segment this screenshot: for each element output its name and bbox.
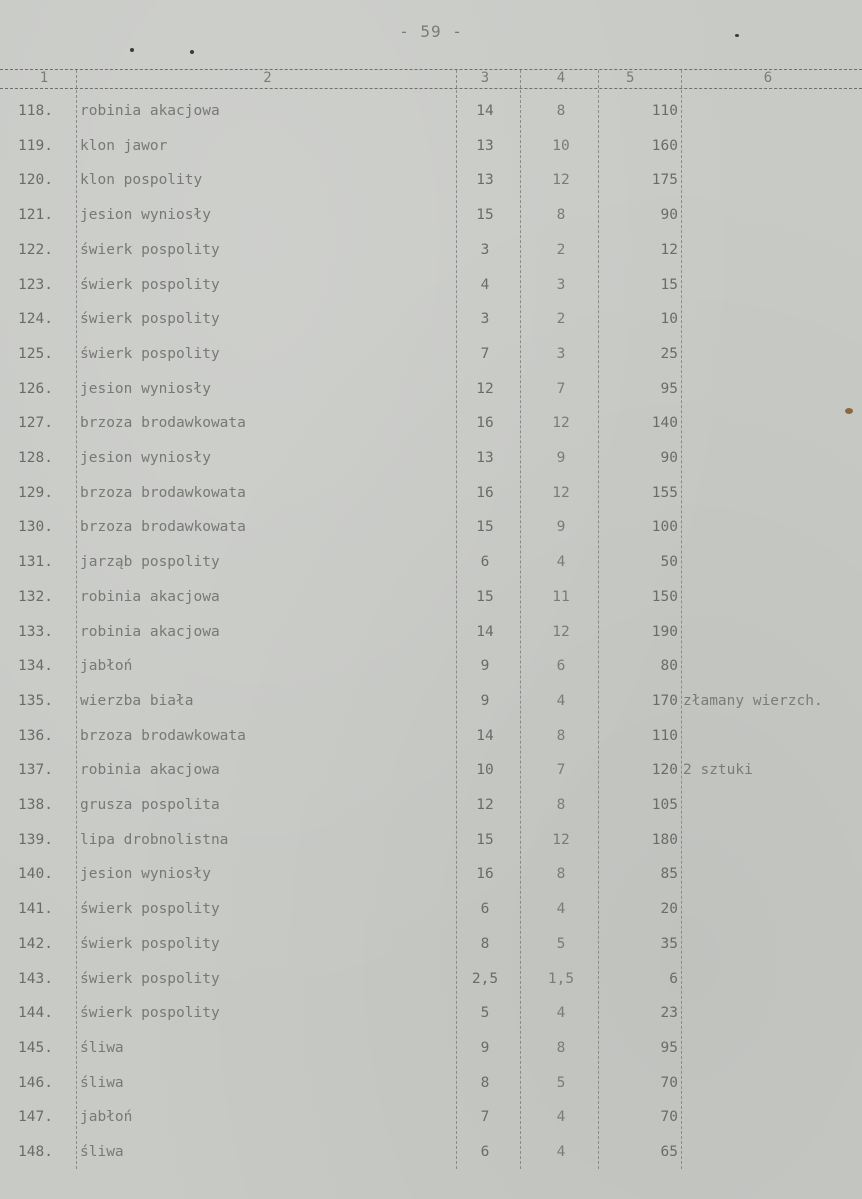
table-row bbox=[0, 899, 862, 933]
table-row bbox=[0, 379, 862, 413]
species-name: robinia akacjowa bbox=[80, 762, 220, 779]
col4-value: 8 bbox=[556, 866, 566, 883]
table-row bbox=[0, 1142, 862, 1176]
col5-value: 65 bbox=[660, 1144, 678, 1160]
col4-value: 4 bbox=[556, 1005, 566, 1022]
col4-value: 5 bbox=[556, 1074, 566, 1091]
col4-value: 3 bbox=[556, 276, 566, 293]
species-name: jesion wyniosły bbox=[80, 207, 211, 224]
col4-value: 2 bbox=[556, 311, 566, 328]
col4-value: 9 bbox=[556, 450, 566, 466]
species-name: brzoza brodawkowata bbox=[80, 727, 246, 744]
species-name: klon pospolity bbox=[80, 172, 203, 189]
species-name: brzoza brodawkowata bbox=[80, 519, 246, 536]
row-number: 138. bbox=[18, 797, 53, 813]
col4-value: 9 bbox=[556, 519, 566, 536]
row-number: 141. bbox=[18, 901, 53, 918]
species-name: jesion wyniosły bbox=[80, 450, 211, 466]
species-name: świerk pospolity bbox=[80, 241, 220, 258]
col3-value: 9 bbox=[480, 692, 490, 709]
col3-value: 6 bbox=[480, 554, 490, 571]
row-number: 147. bbox=[18, 1109, 53, 1126]
table-row bbox=[0, 587, 862, 621]
row-number: 130. bbox=[18, 519, 53, 536]
table-row bbox=[0, 1073, 862, 1107]
species-name: świerk pospolity bbox=[80, 970, 220, 987]
table-row bbox=[0, 1003, 862, 1037]
table-row bbox=[0, 240, 862, 274]
col5-value: 190 bbox=[651, 623, 678, 640]
col3-value: 16 bbox=[476, 866, 494, 883]
species-name: grusza pospolita bbox=[80, 797, 220, 813]
species-name: brzoza brodawkowata bbox=[80, 484, 246, 501]
row-number: 120. bbox=[18, 172, 53, 189]
table-row bbox=[0, 101, 862, 135]
table-row bbox=[0, 969, 862, 1003]
header-col-2: 2 bbox=[263, 70, 272, 86]
remarks: złamany wierzch. bbox=[683, 692, 823, 709]
table-row bbox=[0, 483, 862, 517]
species-name: brzoza brodawkowata bbox=[80, 415, 246, 432]
table-row bbox=[0, 622, 862, 656]
col3-value: 10 bbox=[476, 762, 494, 779]
table-row bbox=[0, 309, 862, 343]
col5-value: 25 bbox=[660, 345, 678, 362]
col5-value: 90 bbox=[660, 450, 678, 466]
row-number: 125. bbox=[18, 345, 53, 362]
row-number: 127. bbox=[18, 415, 53, 432]
species-name: świerk pospolity bbox=[80, 345, 220, 362]
col5-value: 110 bbox=[651, 727, 678, 744]
table-row bbox=[0, 275, 862, 309]
row-number: 148. bbox=[18, 1144, 53, 1160]
row-number: 144. bbox=[18, 1005, 53, 1022]
row-number: 121. bbox=[18, 207, 53, 224]
header-col-5: 5 bbox=[626, 70, 635, 86]
table-row bbox=[0, 934, 862, 968]
row-number: 137. bbox=[18, 762, 53, 779]
col4-value: 3 bbox=[556, 345, 566, 362]
col5-value: 80 bbox=[660, 658, 678, 675]
species-name: jesion wyniosły bbox=[80, 866, 211, 883]
col4-value: 4 bbox=[556, 692, 566, 709]
row-number: 133. bbox=[18, 623, 53, 640]
col5-value: 175 bbox=[651, 172, 678, 189]
col5-value: 95 bbox=[660, 1039, 678, 1056]
col3-value: 16 bbox=[476, 415, 494, 432]
species-name: jabłoń bbox=[80, 658, 133, 675]
col3-value: 12 bbox=[476, 797, 494, 813]
table-row bbox=[0, 726, 862, 760]
table-row bbox=[0, 864, 862, 898]
row-number: 134. bbox=[18, 658, 53, 675]
col3-value: 15 bbox=[476, 588, 494, 605]
col5-value: 90 bbox=[660, 207, 678, 224]
table-row bbox=[0, 344, 862, 378]
col3-value: 15 bbox=[476, 831, 494, 848]
col5-value: 20 bbox=[660, 901, 678, 918]
col3-value: 15 bbox=[476, 207, 494, 224]
col4-value: 12 bbox=[552, 831, 570, 848]
col5-value: 15 bbox=[660, 276, 678, 293]
col3-value: 6 bbox=[480, 1144, 490, 1160]
col5-value: 12 bbox=[660, 241, 678, 258]
row-number: 122. bbox=[18, 241, 53, 258]
col4-value: 8 bbox=[556, 1039, 566, 1056]
col4-value: 12 bbox=[552, 623, 570, 640]
table-row bbox=[0, 760, 862, 794]
row-number: 142. bbox=[18, 935, 53, 952]
row-number: 146. bbox=[18, 1074, 53, 1091]
col4-value: 7 bbox=[556, 762, 566, 779]
col5-value: 10 bbox=[660, 311, 678, 328]
col3-value: 3 bbox=[480, 241, 490, 258]
row-number: 118. bbox=[18, 103, 53, 119]
col5-value: 23 bbox=[660, 1005, 678, 1022]
col4-value: 5 bbox=[556, 935, 566, 952]
col4-value: 8 bbox=[556, 207, 566, 224]
table-row bbox=[0, 1107, 862, 1141]
species-name: świerk pospolity bbox=[80, 1005, 220, 1022]
species-name: klon jawor bbox=[80, 137, 168, 154]
col3-value: 13 bbox=[476, 450, 494, 466]
species-name: jesion wyniosły bbox=[80, 380, 211, 397]
species-name: świerk pospolity bbox=[80, 311, 220, 328]
species-name: śliwa bbox=[80, 1074, 124, 1091]
col5-value: 95 bbox=[660, 380, 678, 397]
col4-value: 12 bbox=[552, 484, 570, 501]
table-row bbox=[0, 170, 862, 204]
col5-value: 35 bbox=[660, 935, 678, 952]
col5-value: 170 bbox=[651, 692, 678, 709]
col5-value: 160 bbox=[651, 137, 678, 154]
table-row bbox=[0, 656, 862, 690]
species-name: świerk pospolity bbox=[80, 901, 220, 918]
ink-spot bbox=[190, 50, 194, 54]
table-row bbox=[0, 1038, 862, 1072]
table-row bbox=[0, 552, 862, 586]
col5-value: 150 bbox=[651, 588, 678, 605]
col3-value: 15 bbox=[476, 519, 494, 536]
col3-value: 13 bbox=[476, 172, 494, 189]
col3-value: 9 bbox=[480, 658, 490, 675]
col4-value: 11 bbox=[552, 588, 570, 605]
col4-value: 4 bbox=[556, 554, 566, 571]
col5-value: 70 bbox=[660, 1074, 678, 1091]
col4-value: 4 bbox=[556, 1144, 566, 1160]
row-number: 139. bbox=[18, 831, 53, 848]
col3-value: 14 bbox=[476, 103, 494, 119]
row-number: 135. bbox=[18, 692, 53, 709]
ink-spot bbox=[130, 48, 134, 52]
species-name: robinia akacjowa bbox=[80, 623, 220, 640]
species-name: jabłoń bbox=[80, 1109, 133, 1126]
col3-value: 14 bbox=[476, 727, 494, 744]
species-name: śliwa bbox=[80, 1039, 124, 1056]
table-row bbox=[0, 517, 862, 551]
ink-spot bbox=[735, 34, 739, 37]
col5-value: 180 bbox=[651, 831, 678, 848]
row-number: 126. bbox=[18, 380, 53, 397]
header-col-3: 3 bbox=[480, 70, 490, 86]
row-number: 143. bbox=[18, 970, 53, 987]
col3-value: 9 bbox=[480, 1039, 490, 1056]
col3-value: 16 bbox=[476, 484, 494, 501]
col3-value: 7 bbox=[480, 1109, 490, 1126]
col4-value: 8 bbox=[556, 797, 566, 813]
col3-value: 12 bbox=[476, 380, 494, 397]
row-number: 124. bbox=[18, 311, 53, 328]
col5-value: 140 bbox=[651, 415, 678, 432]
col3-value: 13 bbox=[476, 137, 494, 154]
col5-value: 155 bbox=[651, 484, 678, 501]
col3-value: 2,5 bbox=[471, 970, 499, 987]
table-row bbox=[0, 448, 862, 482]
col4-value: 7 bbox=[556, 380, 566, 397]
row-number: 136. bbox=[18, 727, 53, 744]
col4-value: 4 bbox=[556, 1109, 566, 1126]
col5-value: 85 bbox=[660, 866, 678, 883]
page-number: - 59 - bbox=[399, 22, 463, 41]
species-name: świerk pospolity bbox=[80, 276, 220, 293]
row-number: 131. bbox=[18, 554, 53, 571]
col3-value: 3 bbox=[480, 311, 490, 328]
table-row bbox=[0, 830, 862, 864]
table-row bbox=[0, 413, 862, 447]
col5-value: 50 bbox=[660, 554, 678, 571]
row-number: 132. bbox=[18, 588, 53, 605]
col4-value: 8 bbox=[556, 103, 566, 119]
col5-value: 100 bbox=[651, 519, 678, 536]
col3-value: 6 bbox=[480, 901, 490, 918]
species-name: śliwa bbox=[80, 1144, 124, 1160]
header-bottom-rule bbox=[0, 88, 862, 89]
col3-value: 14 bbox=[476, 623, 494, 640]
row-number: 145. bbox=[18, 1039, 53, 1056]
col4-value: 6 bbox=[556, 658, 566, 675]
col4-value: 12 bbox=[552, 415, 570, 432]
col3-value: 8 bbox=[480, 935, 490, 952]
col4-value: 4 bbox=[556, 901, 566, 918]
col4-value: 10 bbox=[552, 137, 570, 154]
col4-value: 1,5 bbox=[547, 970, 575, 987]
col5-value: 6 bbox=[669, 970, 678, 987]
col4-value: 2 bbox=[556, 241, 566, 258]
row-number: 129. bbox=[18, 484, 53, 501]
species-name: świerk pospolity bbox=[80, 935, 220, 952]
table-row bbox=[0, 136, 862, 170]
col4-value: 8 bbox=[556, 727, 566, 744]
col4-value: 12 bbox=[552, 172, 570, 189]
col3-value: 4 bbox=[480, 276, 490, 293]
species-name: lipa drobnolistna bbox=[80, 831, 229, 848]
col5-value: 110 bbox=[651, 103, 678, 119]
col3-value: 8 bbox=[480, 1074, 490, 1091]
table-row bbox=[0, 205, 862, 239]
row-number: 140. bbox=[18, 866, 53, 883]
header-col-4: 4 bbox=[556, 70, 566, 86]
stain-spot bbox=[845, 408, 853, 414]
col3-value: 5 bbox=[480, 1005, 490, 1022]
header-col-6: 6 bbox=[763, 70, 773, 86]
species-name: jarząb pospolity bbox=[80, 554, 220, 571]
species-name: wierzba biała bbox=[80, 692, 194, 709]
col5-value: 120 bbox=[651, 762, 678, 779]
header-col-1: 1 bbox=[39, 70, 49, 86]
row-number: 119. bbox=[18, 137, 53, 154]
row-number: 123. bbox=[18, 276, 53, 293]
col3-value: 7 bbox=[480, 345, 490, 362]
table-row bbox=[0, 691, 862, 725]
col5-value: 105 bbox=[651, 797, 678, 813]
table-row bbox=[0, 795, 862, 829]
species-name: robinia akacjowa bbox=[80, 103, 220, 119]
species-name: robinia akacjowa bbox=[80, 588, 220, 605]
row-number: 128. bbox=[18, 450, 53, 466]
remarks: 2 sztuki bbox=[683, 762, 753, 779]
col5-value: 70 bbox=[660, 1109, 678, 1126]
